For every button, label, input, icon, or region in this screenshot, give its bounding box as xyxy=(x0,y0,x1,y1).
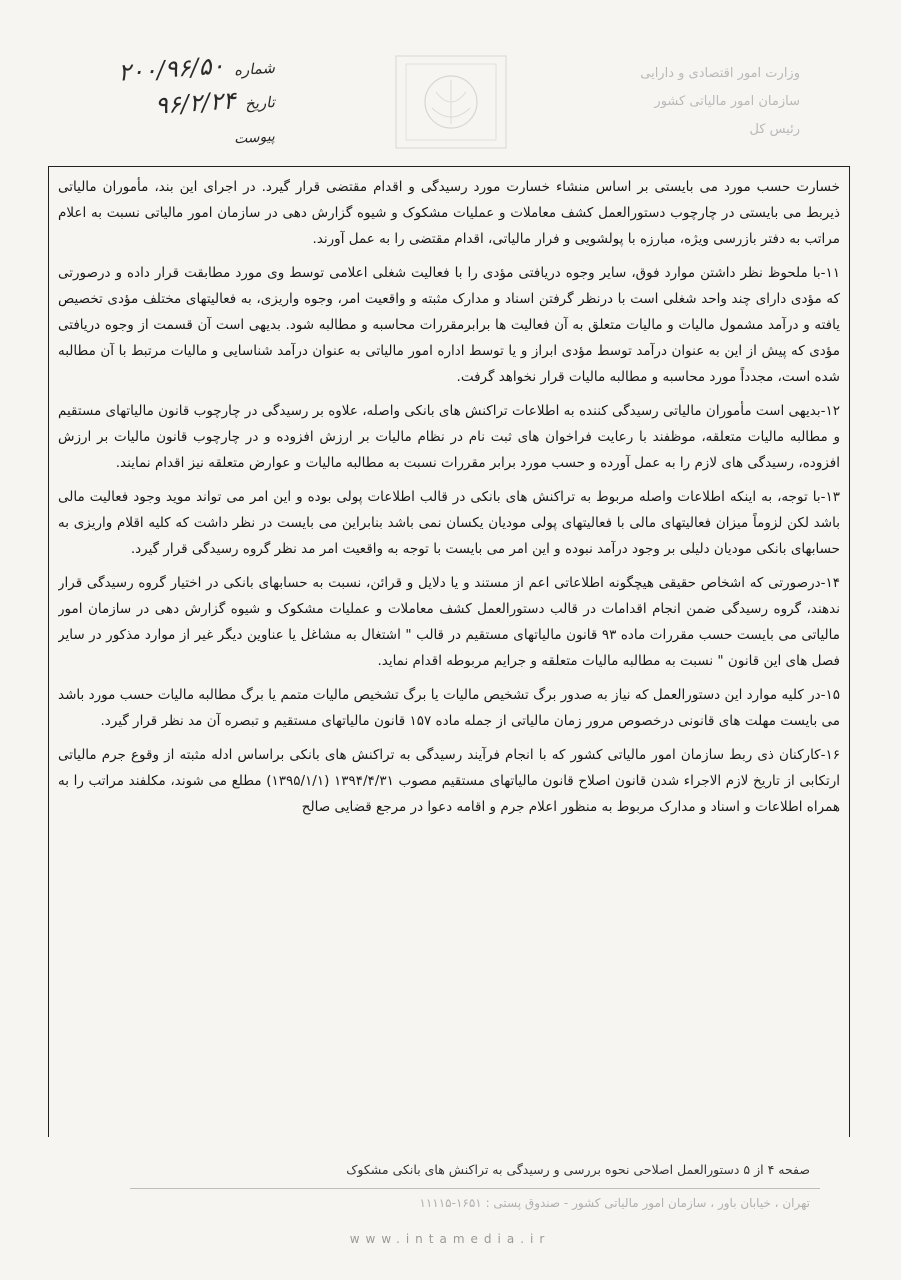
number-label: شماره xyxy=(233,58,276,80)
number-row xyxy=(95,52,275,86)
paragraph-13: ۱۳-با توجه، به اینکه اطلاعات واصله مربوط به تراکنش های بانکی در قالب اطلاعات پولی بوده و این امر می تواند موید وجود فعالیت مالی باشد لکن لزوماً میزان فعالیتهای مالی با فعالیتهای پولی مودیان یکسان نمی باشد بنابراین می بایست در نظر داشت که کلیه اقلام واریزی به حسابهای بانکی مودیان دلیلی بر وجود درآمد نبوده و این امر می بایست با توجه به واقعیت امر مد نظر گروه رسیدگی قرار گیرد. xyxy=(58,489,840,557)
date-label: تاریخ xyxy=(244,92,276,114)
watermark-url: www.intamedia.ir xyxy=(349,1232,551,1246)
org-line-ministry: وزارت امور اقتصادی و دارایی xyxy=(640,66,800,81)
footer-divider xyxy=(130,1188,820,1189)
footer-address: تهران ، خیابان باور ، سازمان امور مالیاتی کشور - صندوق پستی : ۱۶۵۱-۱۱۱۱۵ xyxy=(419,1196,810,1210)
paragraph-12: ۱۲-بدیهی است مأموران مالیاتی رسیدگی کننده به اطلاعات تراکنش های بانکی واصله، علاوه بر رسیدگی در چارچوب قانون مالیاتهای مستقیم و مطالبه مالیات متعلقه، موظفند با رعایت فراخوان های ثبت نام در نظام مالیات بر ارزش افزوده و در چارچوب قانون مالیات بر ارزش افزوده، رسیدگی های لازم را به عمل آورده و حسب مورد برابر مقررات نسبت به مطالبه مالیات و عوارض متعلقه نیز اقدام نمایند. xyxy=(58,403,840,471)
number-value: ۲۰۰/۹۶/۵۰ xyxy=(116,51,225,87)
org-line-tax-organization: سازمان امور مالیاتی کشور xyxy=(654,94,800,109)
emblem-icon xyxy=(392,52,510,152)
attachment-row xyxy=(95,120,275,154)
organization-letterhead xyxy=(625,60,800,144)
org-line-head: رئیس کل xyxy=(749,122,800,137)
paragraph-continuation: خسارت حسب مورد می بایستی بر اساس منشاء خسارت مورد رسیدگی و اقدام مقتضی قرار گیرد. در اجرای این بند، مأموران مالیاتی ذیربط می بایستی در چارچوب دستورالعمل کشف معاملات و عملیات مشکوک و شیوه گزارش دهی در سازمان امور مالیاتی نسبت به اعلام مراتب به دفتر بازرسی ویژه، مبارزه با پولشویی و فرار مالیاتی، اقدام مقتضی را به عمل آورند. xyxy=(58,179,840,247)
paragraph-16: ۱۶-کارکنان ذی ربط سازمان امور مالیاتی کشور که با انجام فرآیند رسیدگی به تراکنش های بانکی براساس ادله مثبته از وقوع جرم مالیاتی ارتکابی از تاریخ لازم الاجراء شدن قانون اصلاح قانون مالیاتهای مستقیم مصوب ۱۳۹۴/۴/۳۱ (۱۳۹۵/۱/۱) مطلع می شوند، مکلفند مراتب را به همراه اطلاعات و اسناد و مدارک مربوط به منظور اعلام جرم و اقامه دعوا در مرجع قضایی صالح xyxy=(58,747,840,815)
date-value: ۹۶/۲/۲۴ xyxy=(153,86,237,120)
date-row xyxy=(95,86,275,120)
attachment-label: پیوست xyxy=(233,128,276,148)
paragraph-11: ۱۱-با ملحوظ نظر داشتن موارد فوق، سایر وجوه دریافتی مؤدی را با فعالیت شغلی اعلامی توسط وی مورد مطابقت قرار داده و درصورتی که مؤدی دارای چند واحد شغلی است با درنظر گرفتن اسناد و مدارک مثبته و واقعیت امر، وجوه واریزی، به فعالیتهای مختلف مؤدی تخصیص یافته و درآمد مشمول مالیات و مالیات متعلق به آن فعالیت ها برابرمقررات محاسبه و مطالبه شود. بدیهی است آن قسمت از وجوه دریافتی مؤدی که پیش از این به عنوان درآمد توسط مؤدی ابراز و یا توسط اداره امور مالیاتی به عنوان درآمد شناسایی و مالیات مرتبط با آن مطالبه شده است، مجدداً مورد محاسبه و مطالبه مالیات قرار نخواهد گرفت. xyxy=(58,265,840,385)
handwritten-reference-block xyxy=(95,52,275,154)
document-body xyxy=(58,174,840,1132)
paragraph-14: ۱۴-درصورتی که اشخاص حقیقی هیچگونه اطلاعاتی اعم از مستند و یا دلایل و قرائن، نسبت به حسابهای بانکی در اختیار گروه رسیدگی قرار ندهند، گروه رسیدگی ضمن انجام اقدامات در قالب دستورالعمل کشف معاملات و عملیات مشکوک و شیوه گزارش دهی در سازمان امور مالیاتی می بایست حسب مقررات ماده ۹۳ قانون مالیاتهای مستقیم در قالب " اشتغال به مشاغل یا عناوین دیگر غیر از موارد مذکور در سایر فصل های این قانون " نسبت به مطالبه مالیات متعلقه و جرایم مربوطه اقدام نماید. xyxy=(58,575,840,669)
page-caption: صفحه ۴ از ۵ دستورالعمل اصلاحی نحوه بررسی و رسیدگی به تراکنش های بانکی مشکوک xyxy=(346,1162,810,1177)
paragraph-15: ۱۵-در کلیه موارد این دستورالعمل که نیاز به صدور برگ تشخیص مالیات یا برگ تشخیص مالیات متمم یا برگ مطالبه مالیات حسب مورد باشد می بایست مهلت های قانونی درخصوص مرور زمان مالیاتی از جمله ماده ۱۵۷ قانون مالیاتهای مستقیم و تبصره آن مد نظر قرار گیرد. xyxy=(58,687,840,729)
